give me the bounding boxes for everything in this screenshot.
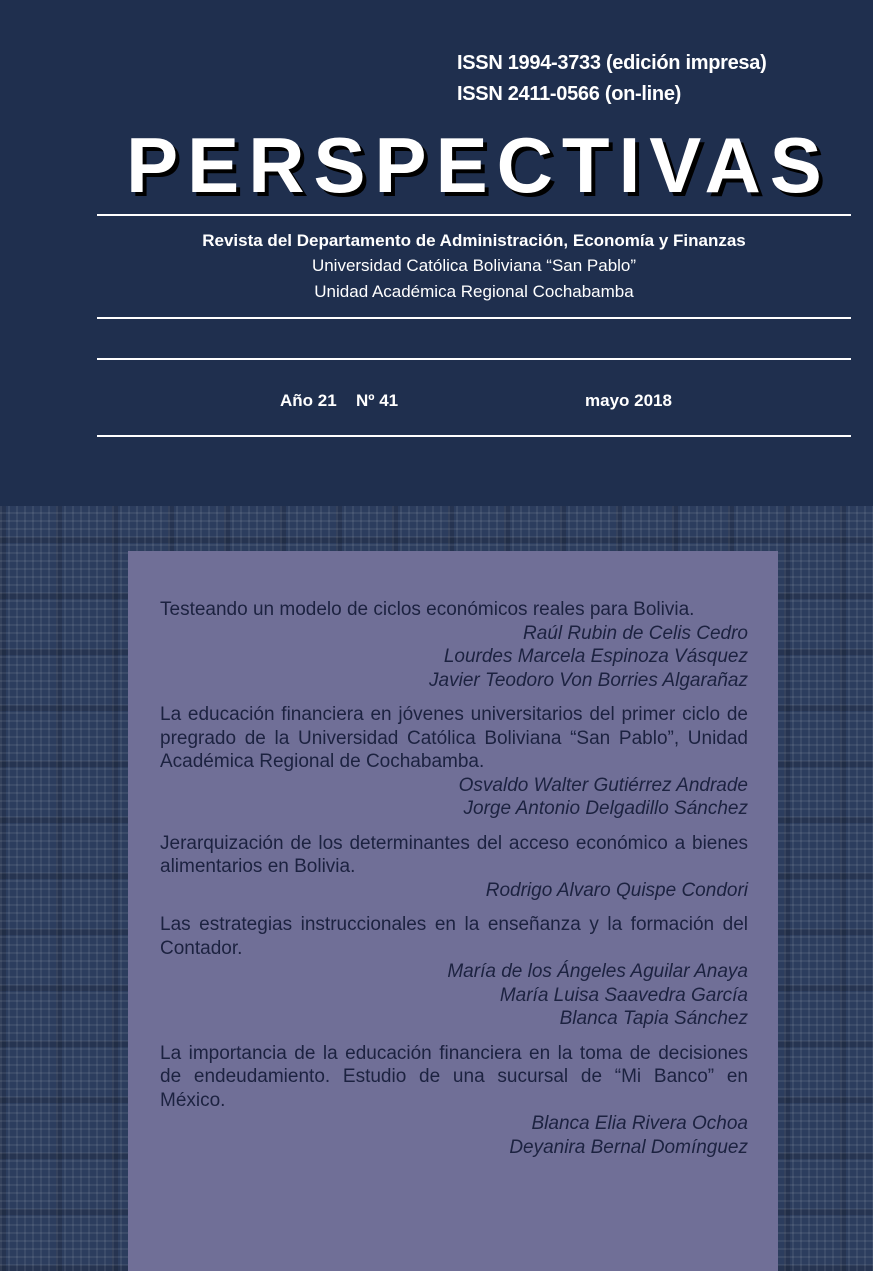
- journal-unit: Unidad Académica Regional Cochabamba: [314, 282, 634, 301]
- article-entry: [160, 832, 748, 903]
- article-authors: [160, 1112, 748, 1159]
- journal-university: Universidad Católica Boliviana “San Pablo”: [311, 256, 637, 275]
- divider: [97, 214, 851, 216]
- author-name: Jorge Antonio Delgadillo Sánchez: [463, 798, 748, 819]
- article-entry: [160, 703, 748, 821]
- author-name: María Luisa Saavedra García: [499, 984, 748, 1006]
- issn-print: ISSN 1994-3733 (edición impresa): [457, 52, 767, 74]
- divider: [97, 435, 851, 437]
- journal-department: Revista del Departamento de Administración, Economía y Finanzas: [202, 231, 746, 250]
- article-title: Testeando un modelo de ciclos económicos reales para Bolivia.: [160, 599, 695, 620]
- article-authors: [160, 960, 748, 1031]
- article-entry: [160, 598, 748, 692]
- divider: [97, 358, 851, 360]
- contents-panel: [128, 551, 778, 1271]
- article-authors: [160, 774, 748, 821]
- author-name: Blanca Tapia Sánchez: [559, 1008, 748, 1029]
- issue-date: mayo 2018: [585, 391, 672, 410]
- author-name: Rodrigo Alvaro Quispe Condori: [485, 879, 748, 901]
- journal-title: PERSPECTIVAS: [126, 121, 831, 209]
- table-of-contents: [160, 598, 748, 1170]
- article-entry: [160, 1042, 748, 1160]
- author-name: Osvaldo Walter Gutiérrez Andrade: [458, 774, 748, 796]
- author-name: Blanca Elia Rivera Ochoa: [531, 1113, 748, 1134]
- cover-header-background: [0, 0, 873, 506]
- issn-online: ISSN 2411-0566 (on-line): [457, 83, 682, 105]
- article-title: Jerarquización de los determinantes del acceso económico a bienes alimentarios en Bolivia.: [160, 832, 748, 877]
- article-title: La educación financiera en jóvenes universitarios del primer ciclo de pregrado de la Universidad Católica Boliviana “San Pablo”, Unidad Académica Regional de Cochabamba.: [160, 704, 748, 772]
- article-title: La importancia de la educación financiera en la toma de decisiones de endeudamiento. Estudio de una sucursal de “Mi Banco” en México.: [160, 1042, 748, 1111]
- article-authors: [160, 879, 748, 903]
- issue-year: Año 21: [280, 391, 337, 410]
- author-name: Deyanira Bernal Domínguez: [509, 1136, 748, 1158]
- article-entry: [160, 913, 748, 1031]
- article-authors: [160, 622, 748, 693]
- divider: [97, 317, 851, 319]
- author-name: Javier Teodoro Von Borries Algarañaz: [429, 669, 748, 691]
- article-title: Las estrategias instruccionales en la enseñanza y la formación del Contador.: [160, 914, 748, 959]
- author-name: María de los Ángeles Aguilar Anaya: [447, 961, 748, 982]
- issue-number: Nº 41: [356, 391, 399, 410]
- author-name: Lourdes Marcela Espinoza Vásquez: [443, 646, 748, 667]
- author-name: Raúl Rubin de Celis Cedro: [523, 622, 748, 644]
